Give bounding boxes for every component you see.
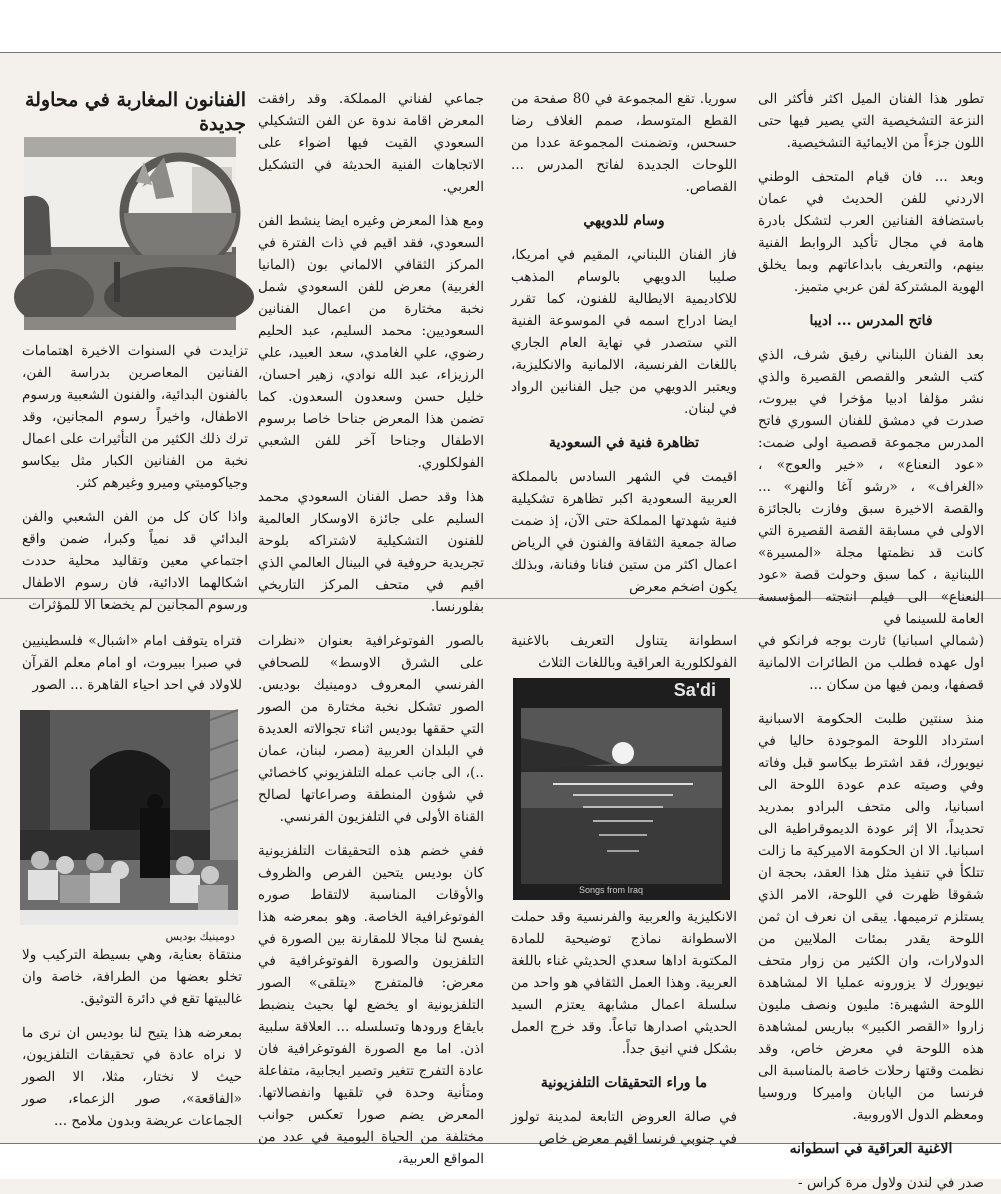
paragraph: الانكليزية والعربية والفرنسية وقد حملت الاسطوانة نماذج توضيحية للمادة المكتوبة اداها سعدي الحديثي غناء باللغة العربية. وهذا العمل الثقافي هو واحد من سلسلة اعمال مشابهة يعتزم السيد الحديثي اصدارها تباعاً. وقد خرج العمل بشكل فني انيق جداً. <box>511 909 737 1057</box>
album-subtitle: Songs from Iraq <box>579 885 644 895</box>
photo-caption: دومينيك بوديس <box>165 930 235 943</box>
paragraph: فاز الفنان اللبناني، المقيم في امريكا، صليبا الدويهي بالوسام المذهب للاكاديمية الايطالية للفنون، كما تقرر ايضا ادراج اسمه في الموسوعة الفنية التي ستصدر في نهاية العام الجاري باللغات الفرنسية، الالمانية والانكليزية، ويعتبر الدويهي من جيل الفنانين الرواد في لبنان. <box>511 247 737 417</box>
section-heading: ما وراء التحقيقات التلفزيونية <box>540 1075 708 1091</box>
paragraph: بعد الفنان اللبناني رفيق شرف، الذي كتب الشعر والقصص القصيرة والذي نشر مؤلفا ادبيا مؤخرا في بيروت، صدرت في دمشق للفنان السوري فاتح المدرس مجموعة قصصية اولى ضمت: «عود النعناع» ، «خير والعوج» ، «الغراف» ، «رشو آغا والنهر» ... والقصة الاخيرة سبق وفازت بالجائزة الاولى في مسابقة القصة القصيرة التي كانت قد نظمتها مجلة «المسيرة» اللبنانية ، كما سبق وحولت قصة «عود النعناع» الى فيلم انتجته المؤسسة العامة للسينما في <box>758 347 984 627</box>
bottom-column-4-top <box>22 630 242 700</box>
section-heading: فاتح المدرس ... اديبا <box>809 313 933 329</box>
top-rule <box>0 52 1001 53</box>
top-column-2 <box>511 88 737 595</box>
paragraph: (شمالي اسبانيا) ثارت بوجه فرانكو في اول عهده فطلب من الطائرات الالمانية قصفها، وبمن فيها من سكان ... <box>758 633 984 693</box>
bottom-column-1 <box>758 630 984 1191</box>
paragraph: تطور هذا الفنان الميل اكثر فأكثر الى النزعة التشخيصية التي يصير فيها حتى اللون جزءاً من الايمائية التشخيصية. <box>758 91 984 151</box>
bottom-column-3 <box>258 630 484 1167</box>
classroom-photo <box>20 710 238 925</box>
paragraph: سوريا. تقع المجموعة في 80 صفحة من القطع المتوسط، صمم الغلاف رضا حسحس، وتضمنت المجموعة عددا من اللوحات الجديدة لفاتح المدرس ... القصاص. <box>511 91 737 195</box>
paragraph: منتقاة بعناية، وهي بسيطة التركيب ولا تخلو بعضها من الطرافة، خاصة وان غالبيتها تقع في دائرة التوثيق. <box>22 947 242 1007</box>
album-title: Sa'di <box>673 680 716 700</box>
paragraph: ففي خضم هذه التحقيقات التلفزيونية كان بوديس يتحين الفرص والظروف والأوقات المناسبة لالتقاط صوره الفوتوغرافية الخاصة. وهو بمعرضه هذا يفسح لنا مجالا للمقارنة بين الصورة في التلفزيون والصورة الفوتوغرافية في معرض: فالمتفرج «يتلقى» الصور التلفزيونية او يخضع لها بحيث ينضبط بايقاع ورودها وتسلسله ... العلاقة سلبية اذن. اما مع الصورة الفوتوغرافية فان عادة التفرج تتغير وتصير ايجابية، متفاعلة ومتأنية وحدة في تلقيها وانفصالاتها. المعرض يضم صورا تعكس جوانب مختلفة من الحياة اليومية في عدد من المواقع العربية، <box>258 843 484 1167</box>
top-column-3 <box>258 88 484 615</box>
paragraph: هذا وقد حصل الفنان السعودي محمد السليم على جائزة الاوسكار العالمية للفنون التشكيلية لاشتراكه بلوحة تجريدية حروفية في البينال العالمي الذي اقيم في متحف المركز التاريخي بفلورنسا. <box>258 489 484 615</box>
exhibition-photo <box>24 137 236 330</box>
bottom-column-4 <box>22 944 242 1135</box>
page-top-margin <box>0 0 1001 52</box>
paragraph: ومع هذا المعرض وغيره ايضا ينشط الفن السعودي، فقد اقيم في ذات الفترة في المركز الثقافي الالماني بون (المانيا الغربية) معرض للفن السعودي شمل نخبة مختارة من اعمال الفنانين السعوديين: محمد السليم، عبد الحليم رضوي، علي الغامدي، سعد العبيد، علي الرزيزاء، عبد الله نوادي، زهير احسان، خليل حسن وسعدون السعدون. كما تضمن هذا المعرض جناحا خاصا برسوم الاطفال وجناحا آخر للفن الشعبي الفولكلوري. <box>258 213 484 471</box>
top-column-1 <box>758 88 984 627</box>
paragraph: اقيمت في الشهر السادس بالمملكة العربية السعودية اكبر تظاهرة تشكيلية فنية شهدتها المملكة حتى الآن، إذ ضمت صالة جمعية الثقافة والفنون في الرياض اعمال اكثر من ستين فنانا وفنانة، وبذلك يكون اضخم معرض <box>511 469 737 595</box>
bottom-column-2 <box>511 906 737 1147</box>
paragraph: واذا كان كل من الفن الشعبي والفن البدائي قد نمياً وكبرا، ضمن واقع اجتماعي معين وتقاليد محلية حددت اشكالهما الادائية، فان رسوم الاطفال ورسوم المجانين لم يخضعا الا للمؤثرات <box>22 509 248 613</box>
section-heading: وسام للدويهي <box>583 213 665 229</box>
paragraph: وبعد ... فان قيام المتحف الوطني الاردني للفن الحديث في عمان باستضافة الفنانين العرب لتشكل بادرة هامة في مجال تأكيد الروابط الفنية بينهم، والتعريف بابداعاتهم وبما يخلق الهوية المشتركة لفن عربي متميز. <box>758 169 984 295</box>
section-heading: تظاهرة فنية في السعودية <box>549 435 699 451</box>
paragraph: بمعرضه هذا يتيح لنا بوديس ان نرى ما لا نراه عادة في تحقيقات التلفزيون، حيث لا نختار، مثلا، الا الصور «الفاقعة»، صور الزعماء، صور الجماعات عريضة وبدون ملامح ... <box>22 1025 242 1129</box>
paragraph: فتراه يتوقف امام «اشبال» فلسطينيين في صبرا ببيروت، او امام معلم القرآن للاولاد في احد احياء القاهرة ... الصور <box>22 633 242 693</box>
paragraph: منذ سنتين طلبت الحكومة الاسبانية استرداد اللوحة الموجودة حاليا في نيويورك، فقد اشترط بيكاسو قبل وفاته وفي وصيته عدم عودة اللوحة الى اسبانيا، والى متحف البرادو بمدريد تحديداً، الا إثر عودة الديموقراطية الى اسبانيا. الا ان الحكومة الاميركية ما زالت تتلكأ في تنفيذ مثل هذا العقد، بحجة ان شقوقا ظهرت في اللوحة، الامر الذي يستلزم ترميمها. يبقى ان نعرف ان ثمن اللوحة يقدر بمئات الملايين من الدولارات، وان الكثير من زوار متحف نيويورك لا يزورونه عمليا الا لمشاهدة اللوحة الشهيرة: مليون ونصف مليون زاروا «القصر الكبير» بباريس لمشاهدة هذه اللوحة في معرض خاص، وقد نظمت وقتها رحلات خاصة بالمناسبة الى فرنسا من اليابان واميركا وروسيا ومعظم الدول الاوروبية. <box>758 711 984 1123</box>
article-title-block <box>22 88 246 144</box>
paragraph: صدر في لندن ولاول مرة كراس - <box>798 1175 984 1191</box>
paragraph: تزايدت في السنوات الاخيرة اهتمامات الفنانين المعاصرين بدراسة الفن، بالفنون البدائية، والفنون الشعبية ورسوم الاطفال، واخيراً رسوم المجانين، وقد ترك ذلك الكثير من التأثيرات على اعمال نخبة من الفنانين الكبار مثل بيكاسو وجياكوميتي وميرو وغيرهم كثر. <box>22 343 248 491</box>
album-cover <box>513 678 730 900</box>
paragraph: اسطوانة يتناول التعريف بالاغنية الفولكلورية العراقية وباللغات الثلاث <box>511 633 737 671</box>
section-heading: الاغنية العراقية في اسطوانه <box>789 1141 953 1157</box>
paragraph: جماعي لفناني المملكة. وقد رافقت المعرض اقامة ندوة عن الفن التشكيلي السعودي القيت فيها اضواء على الاتجاهات الفنية الحديثة في التشكيل العربي. <box>258 91 484 195</box>
bottom-column-2-top <box>511 630 737 676</box>
paragraph: بالصور الفوتوغرافية بعنوان «نظرات على الشرق الاوسط» للصحافي الفرنسي المعروف دومينيك بوديس. الصور تشكل نخبة مختارة من الصور التي حققها بوديس اثناء تجوالاته العديدة في البلدان العربية (مصر، لبنان، عمان ..)، الى جانب عمله التلفزيوني كاخصائي في شؤون المنطقة وصراعاتها لصالح القناة الأولى في التلفزيون الفرنسي. <box>258 633 484 825</box>
article-title: الفنانون المغاربة في محاولة جديدة <box>24 89 246 135</box>
top-column-4 <box>22 340 248 613</box>
paragraph: في صالة العروض التابعة لمدينة تولوز في جنوبي فرنسا اقيم معرض خاص <box>511 1109 737 1147</box>
